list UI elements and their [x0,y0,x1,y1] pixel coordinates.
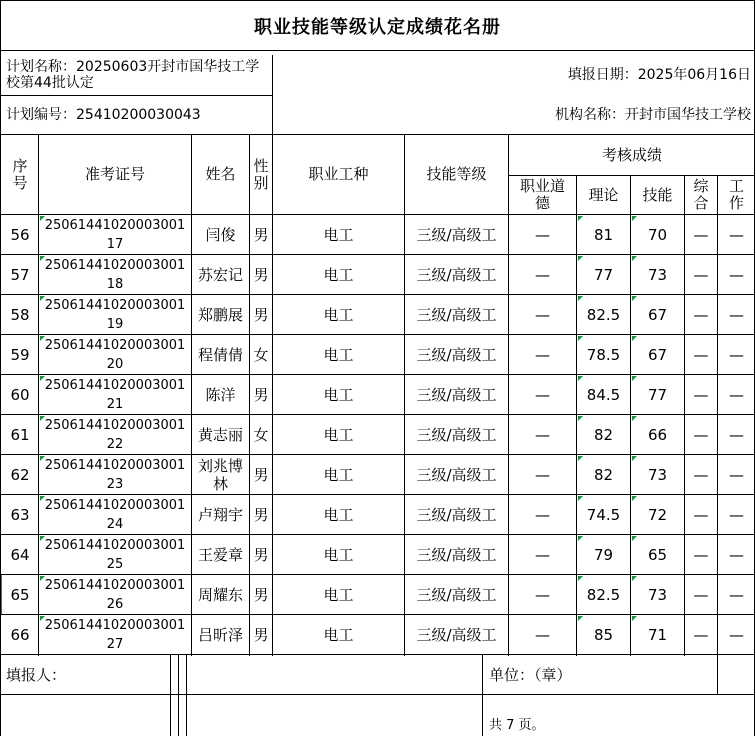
occupation-cell: 电工 [323,345,354,364]
exam-id-cell: 2506144102000300120 [44,338,186,372]
cell-marker [40,336,45,341]
cell-marker [40,416,45,421]
cell-marker [632,256,637,261]
grid-line [0,254,755,255]
reporter-label: 填报人： [6,665,67,684]
exam-id-cell: 2506144102000300124 [44,498,186,532]
grid-line [630,175,631,656]
theory-cell: 82 [593,465,614,484]
cell-marker [632,536,637,541]
skill-cell: 73 [647,585,668,604]
header-ethics: 职业道德 [519,177,565,212]
name-cell: 王爱章 [197,545,243,564]
gender-cell: 男 [253,385,269,404]
grid-line [717,175,718,656]
cell-marker [578,616,583,621]
exam-id-cell: 2506144102000300127 [44,618,186,652]
level-cell: 三级/高级工 [416,465,497,484]
ethics-cell: — [535,425,550,444]
grid-line [0,694,755,695]
exam-id-cell: 2506144102000300125 [44,538,186,572]
grid-line [0,414,755,415]
work-cell: — [729,425,744,444]
header-skill: 技能 [642,185,673,204]
grid-line [0,454,755,455]
grid-line [272,55,273,135]
occupation-cell: 电工 [323,305,354,324]
gender-cell: 男 [253,225,269,244]
cell-marker [578,496,583,501]
fill-date: 填报日期：2025年06月16日 [567,67,751,83]
gender-cell: 女 [253,345,269,364]
theory-cell: 78.5 [586,345,621,364]
work-cell: — [729,505,744,524]
occupation-cell: 电工 [323,265,354,284]
grid-line [0,334,755,335]
skill-cell: 73 [647,265,668,284]
occupation-cell: 电工 [323,225,354,244]
occupation-cell: 电工 [323,425,354,444]
cell-marker [578,416,583,421]
comprehensive-cell: — [693,265,709,284]
cell-marker [578,576,583,581]
level-cell: 三级/高级工 [416,505,497,524]
cell-marker [40,256,45,261]
comprehensive-cell: — [693,465,709,484]
exam-id-cell: 2506144102000300126 [44,578,186,612]
gender-cell: 男 [253,625,269,644]
grid-line [0,134,755,135]
cell-marker [40,376,45,381]
ethics-cell: — [535,345,550,364]
work-cell: — [729,545,744,564]
gender-cell: 男 [253,585,269,604]
cell-marker [632,456,637,461]
cell-marker [40,296,45,301]
cell-marker [40,536,45,541]
occupation-cell: 电工 [323,585,354,604]
header-work: 工作 [728,177,744,212]
level-cell: 三级/高级工 [416,625,497,644]
cell-marker [632,296,637,301]
occupation-cell: 电工 [323,545,354,564]
row-number: 56 [10,225,30,244]
grid-line [684,175,685,656]
name-cell: 卢翔宇 [197,505,243,524]
ethics-cell: — [535,305,550,324]
unit-stamp-label: 单位：（章） [489,665,572,684]
ethics-cell: — [535,625,550,644]
grid-line [178,655,179,736]
level-cell: 三级/高级工 [416,385,497,404]
cell-marker [632,576,637,581]
name-cell: 程倩倩 [197,345,243,364]
exam-id-cell: 2506144102000300122 [44,418,186,452]
theory-cell: 85 [593,625,614,644]
row-number: 62 [10,465,30,484]
grid-line [191,134,192,656]
cell-marker [40,456,45,461]
cell-marker [632,496,637,501]
comprehensive-cell: — [693,305,709,324]
row-number: 64 [10,545,30,564]
occupation-cell: 电工 [323,465,354,484]
cell-marker [632,416,637,421]
row-number: 63 [10,505,30,524]
comprehensive-cell: — [693,505,709,524]
ethics-cell: — [535,585,550,604]
theory-cell: 82.5 [586,305,621,324]
comprehensive-cell: — [693,545,709,564]
cell-marker [40,616,45,621]
work-cell: — [729,345,744,364]
comprehensive-cell: — [693,385,709,404]
comprehensive-cell: — [693,345,709,364]
cell-marker [578,336,583,341]
comprehensive-cell: — [693,225,709,244]
occupation-cell: 电工 [323,505,354,524]
name-cell: 苏宏记 [197,265,243,284]
grid-line [717,655,718,695]
row-number: 61 [10,425,30,444]
level-cell: 三级/高级工 [416,585,497,604]
gender-cell: 男 [253,465,269,484]
cell-marker [632,376,637,381]
work-cell: — [729,625,744,644]
header-theory: 理论 [588,185,619,204]
row-number: 65 [10,585,30,604]
row-number: 58 [10,305,30,324]
header-level: 技能等级 [426,165,487,183]
grid-line [0,494,755,495]
level-cell: 三级/高级工 [416,345,497,364]
grid-line [0,614,755,615]
grid-line [508,134,509,656]
ethics-cell: — [535,225,550,244]
grid-line [0,95,272,96]
gender-cell: 男 [253,545,269,564]
skill-cell: 67 [647,305,668,324]
gender-cell: 男 [253,305,269,324]
ethics-cell: — [535,545,550,564]
grid-line [0,0,755,1]
name-cell: 刘兆博林 [197,457,243,493]
exam-id-cell: 2506144102000300118 [44,258,186,292]
cell-marker [578,216,583,221]
occupation-cell: 电工 [323,385,354,404]
work-cell: — [729,225,744,244]
header-comprehensive: 综合 [693,177,709,212]
ethics-cell: — [535,505,550,524]
occupation-cell: 电工 [323,625,354,644]
skill-cell: 77 [647,385,668,404]
exam-id-cell: 2506144102000300119 [44,298,186,332]
cell-marker [578,256,583,261]
comprehensive-cell: — [693,625,709,644]
row-number: 60 [10,385,30,404]
grid-line [482,655,483,736]
ethics-cell: — [535,465,550,484]
theory-cell: 74.5 [586,505,621,524]
grid-line [170,655,171,736]
comprehensive-cell: — [693,425,709,444]
cell-marker [632,216,637,221]
plan-code: 计划编号：25410200030043 [6,107,201,123]
grid-line [0,574,755,575]
name-cell: 陈洋 [205,385,236,404]
cell-marker [578,456,583,461]
work-cell: — [729,465,744,484]
grid-line [576,175,577,656]
plan-name: 计划名称：20250603开封市国华技工学校第44批认定 [6,59,260,91]
theory-cell: 84.5 [586,385,621,404]
cell-marker [632,336,637,341]
skill-cell: 67 [647,345,668,364]
cell-marker [40,576,45,581]
exam-id-cell: 2506144102000300121 [44,378,186,412]
ethics-cell: — [535,385,550,404]
gender-cell: 男 [253,505,269,524]
header-scores: 考核成绩 [601,145,662,164]
cell-marker [632,616,637,621]
grid-line [0,374,755,375]
page-count: 共 7 页。 [489,718,545,733]
skill-cell: 70 [647,225,668,244]
grid-line [249,134,250,656]
name-cell: 吕昕泽 [197,625,243,644]
row-number: 59 [10,345,30,364]
grid-line [0,654,755,655]
row-number: 57 [10,265,30,284]
grid-line [0,0,1,736]
grid-line [0,534,755,535]
header-gender: 性别 [253,156,269,192]
level-cell: 三级/高级工 [416,225,497,244]
cell-marker [578,536,583,541]
sheet-title: 职业技能等级认定成绩花名册 [254,16,501,38]
cell-marker [578,376,583,381]
grid-line [186,655,187,736]
work-cell: — [729,585,744,604]
header-exam-id: 准考证号 [84,165,145,183]
ethics-cell: — [535,265,550,284]
grid-line [0,214,755,215]
skill-cell: 73 [647,465,668,484]
grid-line [404,134,405,656]
header-name: 姓名 [205,165,236,183]
theory-cell: 81 [593,225,614,244]
skill-cell: 65 [647,545,668,564]
org-name: 机构名称：开封市国华技工学校 [555,107,751,123]
gender-cell: 男 [253,265,269,284]
exam-id-cell: 2506144102000300123 [44,458,186,492]
row-number: 66 [10,625,30,644]
grid-line [0,50,755,51]
level-cell: 三级/高级工 [416,305,497,324]
work-cell: — [729,265,744,284]
grid-line [272,134,273,656]
cell-marker [578,296,583,301]
grid-line [38,134,39,656]
header-no: 序号 [12,156,28,192]
skill-cell: 66 [647,425,668,444]
level-cell: 三级/高级工 [416,265,497,284]
header-occupation: 职业工种 [308,165,369,183]
name-cell: 周耀东 [197,585,243,604]
work-cell: — [729,385,744,404]
gender-cell: 女 [253,425,269,444]
cell-marker [40,496,45,501]
work-cell: — [729,305,744,324]
exam-id-cell: 2506144102000300117 [44,218,186,252]
level-cell: 三级/高级工 [416,545,497,564]
name-cell: 郑鹏展 [197,305,243,324]
cell-marker [40,216,45,221]
grid-line [0,294,755,295]
skill-cell: 72 [647,505,668,524]
theory-cell: 82.5 [586,585,621,604]
theory-cell: 82 [593,425,614,444]
theory-cell: 79 [593,545,614,564]
comprehensive-cell: — [693,585,709,604]
theory-cell: 77 [593,265,614,284]
skill-cell: 71 [647,625,668,644]
level-cell: 三级/高级工 [416,425,497,444]
name-cell: 黄志丽 [197,425,243,444]
name-cell: 闫俊 [205,225,236,244]
